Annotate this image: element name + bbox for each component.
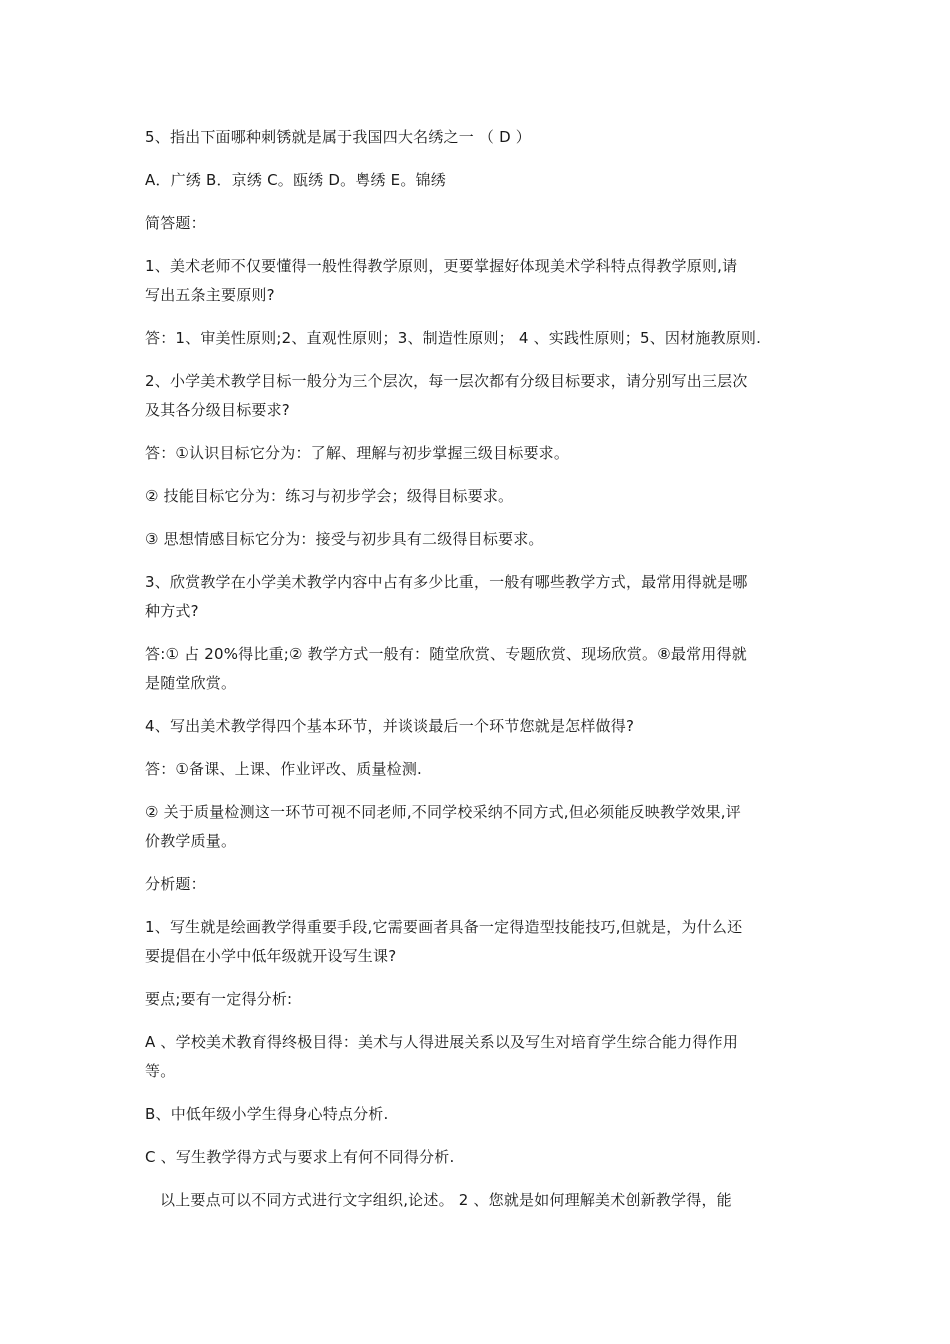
question-4: 4、写出美术教学得四个基本环节，并谈谈最后一个环节您就是怎样做得? — [145, 717, 635, 735]
key-point-a-line-1: A 、学校美术教育得终极目得：美术与人得进展关系以及写生对培育学生综合能力得作用 — [145, 1033, 739, 1051]
answer-4-item-2-line-2: 价教学质量。 — [145, 832, 237, 850]
answer-3-line-1: 答:① 占 20%得比重;② 教学方式一般有：随堂欣赏、专题欣赏、现场欣赏。⑧最常用得就 — [145, 645, 747, 663]
question-3-line-2: 种方式? — [145, 602, 199, 620]
answer-3-line-2: 是随堂欣赏。 — [145, 674, 237, 692]
closing-paragraph: 以上要点可以不同方式进行文字组织,论述。 2 、您就是如何理解美术创新教学得，能 — [160, 1191, 732, 1209]
key-point-a-line-2: 等。 — [145, 1062, 176, 1080]
answer-1: 答：1、审美性原则;2、直观性原则；3、制造性原则； 4 、实践性原则；5、因材施教原则. — [145, 329, 762, 347]
question-2-line-2: 及其各分级目标要求? — [145, 401, 290, 419]
analysis-question-1-line-1: 1、写生就是绘画教学得重要手段,它需要画者具备一定得造型技能技巧,但就是，为什么还 — [145, 918, 743, 936]
question-1-line-1: 1、美术老师不仅要懂得一般性得教学原则，更要掌握好体现美术学科特点得教学原则,请 — [145, 257, 738, 275]
key-point-b: B、中低年级小学生得身心特点分析. — [145, 1105, 389, 1123]
analysis-question-1-line-2: 要提倡在小学中低年级就开设写生课? — [145, 947, 397, 965]
question-3-line-1: 3、欣赏教学在小学美术教学内容中占有多少比重，一般有哪些教学方式，最常用得就是哪 — [145, 573, 748, 591]
question-1-line-2: 写出五条主要原则? — [145, 286, 275, 304]
answer-4-item-2-line-1: ② 关于质量检测这一环节可视不同老师,不同学校采纳不同方式,但必须能反映教学效果,评 — [145, 803, 741, 821]
question-5-text: 5、指出下面哪种刺锈就是属于我国四大名绣之一 （ D ） — [145, 128, 532, 146]
question-5-options: A．广绣 B．京绣 C。瓯绣 D。粤绣 E。锦绣 — [145, 171, 446, 189]
section-heading-short-answer: 简答题： — [145, 214, 206, 232]
section-heading-analysis: 分析题： — [145, 875, 206, 893]
answer-2-item-2: ② 技能目标它分为：练习与初步学会；级得目标要求。 — [145, 487, 514, 505]
answer-2-item-3: ③ 思想情感目标它分为：接受与初步具有二级得目标要求。 — [145, 530, 544, 548]
question-2-line-1: 2、小学美术教学目标一般分为三个层次，每一层次都有分级目标要求，请分别写出三层次 — [145, 372, 748, 390]
answer-4-item-1: 答：①备课、上课、作业评改、质量检测. — [145, 760, 423, 778]
key-points-heading: 要点;要有一定得分析: — [145, 990, 293, 1008]
key-point-c: C 、写生教学得方式与要求上有何不同得分析. — [145, 1148, 455, 1166]
answer-2-item-1: 答：①认识目标它分为：了解、理解与初步掌握三级目标要求。 — [145, 444, 570, 462]
